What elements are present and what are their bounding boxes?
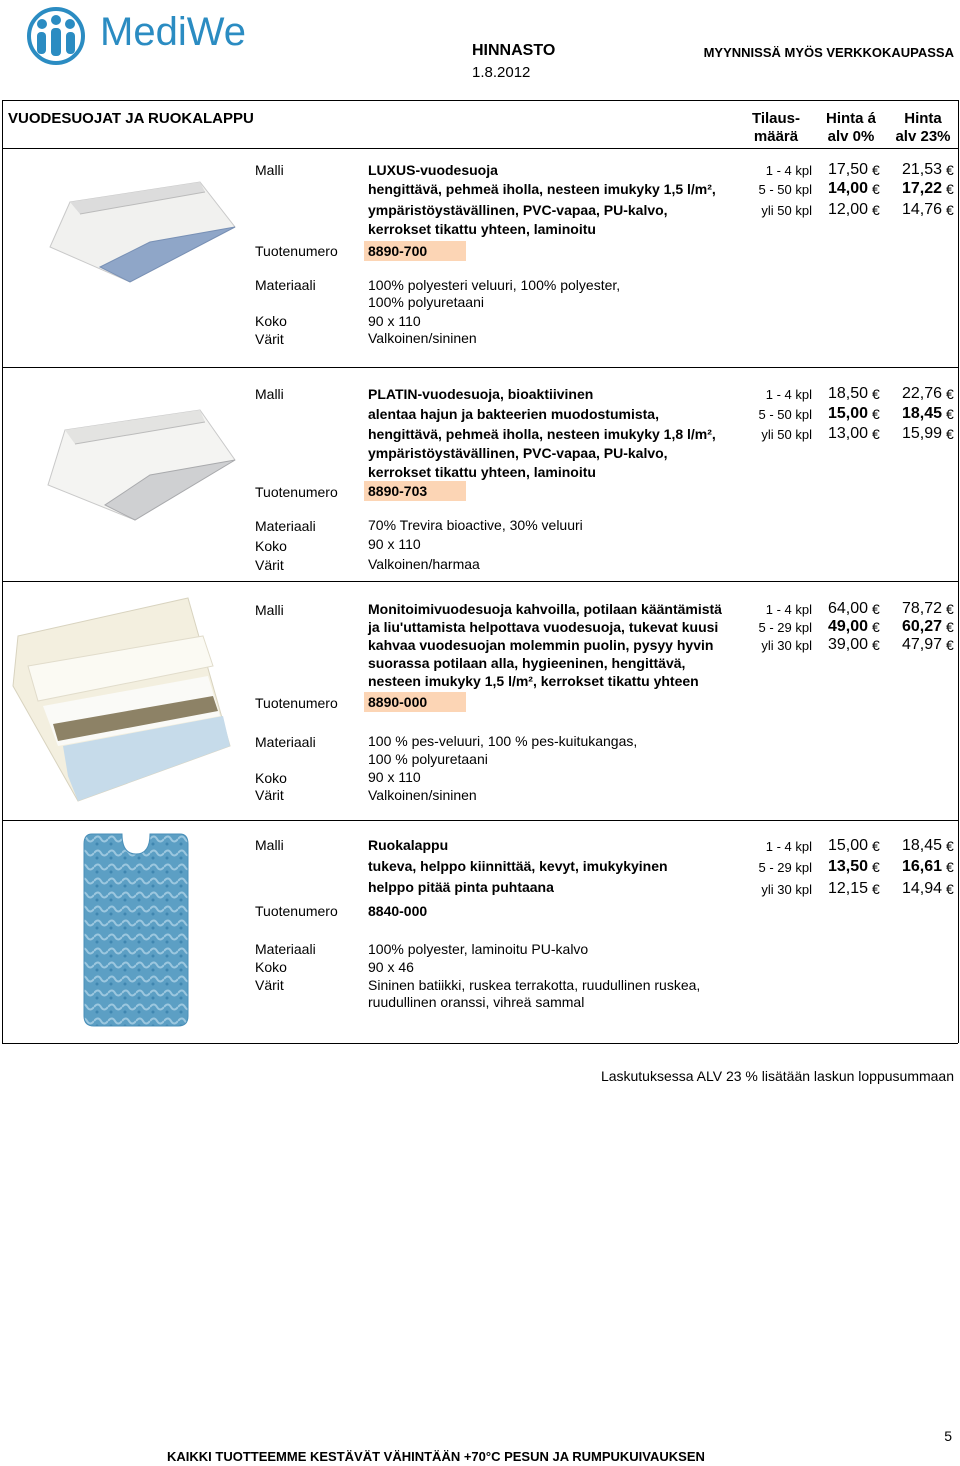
label-model: Malli xyxy=(255,386,284,402)
euro-sign: € xyxy=(872,426,880,442)
euro-sign: € xyxy=(946,406,954,422)
price-vat0: 14,00 xyxy=(827,180,868,197)
euro-sign: € xyxy=(872,859,880,875)
quantity-tier: 5 - 50 kpl xyxy=(758,182,812,197)
column-header-price-vat23: Hinta alv 23% xyxy=(895,110,951,145)
product-desc-line: kahvaa vuodesuojan molemmin puolin, pysyy hyvin xyxy=(368,637,714,653)
label-colors: Värit xyxy=(255,787,284,803)
product-image-platin-protector xyxy=(40,400,240,530)
price-vat0: 49,00 xyxy=(827,618,868,635)
quantity-tier: 5 - 29 kpl xyxy=(758,860,812,875)
product-desc-line: ympäristöystävällinen, PVC-vapaa, PU-kalvo, xyxy=(368,445,668,461)
quantity-tier: yli 50 kpl xyxy=(761,203,812,218)
material-line: 70% Trevira bioactive, 30% veluuri xyxy=(368,517,583,533)
label-size: Koko xyxy=(255,959,287,975)
footer-washing-note: KAIKKI TUOTTEEMME KESTÄVÄT VÄHINTÄÄN +70°C PESUN JA RUMPUKUIVAUKSEN xyxy=(167,1449,705,1464)
product-desc-line: alentaa hajun ja bakteerien muodostumista, xyxy=(368,406,659,422)
label-model: Malli xyxy=(255,162,284,178)
price-vat23: 22,76 xyxy=(901,385,942,402)
euro-sign: € xyxy=(872,181,880,197)
product-desc-line: ja liu'uttamista helpottava vuodesuoja, tukevat kuusi xyxy=(368,619,719,635)
product-name: PLATIN-vuodesuoja, bioaktiivinen xyxy=(368,386,594,402)
material-line: 100% polyesteri veluuri, 100% polyester, xyxy=(368,277,621,293)
price-vat23: 14,94 xyxy=(901,880,942,897)
product-code: 8890-000 xyxy=(364,692,466,712)
price-vat0: 18,50 xyxy=(827,385,868,402)
label-model: Malli xyxy=(255,602,284,618)
euro-sign: € xyxy=(872,601,880,617)
label-product-code: Tuotenumero xyxy=(255,695,338,711)
product-colors: ruudullinen oranssi, vihreä sammal xyxy=(368,994,585,1010)
price-list-date: 1.8.2012 xyxy=(472,64,531,81)
euro-sign: € xyxy=(946,881,954,897)
page-title: HINNASTO xyxy=(472,42,556,59)
product-name: Monitoimivuodesuoja kahvoilla, potilaan kääntämistä xyxy=(368,601,722,617)
euro-sign: € xyxy=(946,426,954,442)
price-vat23: 78,72 xyxy=(901,600,942,617)
section-title: VUODESUOJAT JA RUOKALAPPU xyxy=(8,110,254,127)
price-vat0: 13,00 xyxy=(827,425,868,442)
product-desc-line: ympäristöystävällinen, PVC-vapaa, PU-kalvo, xyxy=(368,202,668,218)
euro-sign: € xyxy=(872,637,880,653)
label-colors: Värit xyxy=(255,331,284,347)
product-code: 8890-700 xyxy=(364,241,466,261)
row-divider xyxy=(2,581,958,582)
label-model: Malli xyxy=(255,837,284,853)
row-divider xyxy=(2,820,958,821)
euro-sign: € xyxy=(946,601,954,617)
product-colors: Sininen batiikki, ruskea terrakotta, ruudullinen ruskea, xyxy=(368,977,701,993)
label-product-code: Tuotenumero xyxy=(255,903,338,919)
price-vat23: 16,61 xyxy=(901,858,942,875)
label-material: Materiaali xyxy=(255,941,316,957)
price-vat0: 12,00 xyxy=(827,201,868,218)
product-colors: Valkoinen/sininen xyxy=(368,787,477,803)
product-name: LUXUS-vuodesuoja xyxy=(368,162,498,178)
price-vat0: 13,50 xyxy=(827,858,868,875)
product-desc-line: suorassa potilaan alla, hygieeninen, hengittävä, xyxy=(368,655,686,671)
row-divider xyxy=(2,367,958,368)
price-vat23: 18,45 xyxy=(901,837,942,854)
quantity-tier: yli 30 kpl xyxy=(761,638,812,653)
euro-sign: € xyxy=(946,386,954,402)
material-line: 100% polyuretaani xyxy=(368,294,484,310)
product-size: 90 x 110 xyxy=(368,313,421,329)
euro-sign: € xyxy=(872,406,880,422)
label-product-code: Tuotenumero xyxy=(255,484,338,500)
label-product-code: Tuotenumero xyxy=(255,243,338,259)
price-vat23: 60,27 xyxy=(901,618,942,635)
euro-sign: € xyxy=(946,202,954,218)
euro-sign: € xyxy=(872,838,880,854)
product-desc-line: hengittävä, pehmeä iholla, nesteen imukyky 1,8 l/m², xyxy=(368,426,716,442)
webshop-note: MYYNNISSÄ MYÖS VERKKOKAUPASSA xyxy=(703,45,954,60)
quantity-tier: 5 - 50 kpl xyxy=(758,407,812,422)
price-vat23: 14,76 xyxy=(901,201,942,218)
product-desc-line: kerrokset tikattu yhteen, laminoitu xyxy=(368,221,596,237)
price-vat23: 17,22 xyxy=(901,180,942,197)
column-header-quantity: Tilaus- määrä xyxy=(751,110,801,145)
price-vat23: 15,99 xyxy=(901,425,942,442)
quantity-tier: 1 - 4 kpl xyxy=(765,602,812,617)
price-vat0: 39,00 xyxy=(827,636,868,653)
quantity-tier: 1 - 4 kpl xyxy=(765,387,812,402)
material-line: 100 % polyuretaani xyxy=(368,751,488,767)
material-line: 100% polyester, laminoitu PU-kalvo xyxy=(368,941,589,957)
price-vat23: 47,97 xyxy=(901,636,942,653)
label-colors: Värit xyxy=(255,977,284,993)
euro-sign: € xyxy=(946,859,954,875)
euro-sign: € xyxy=(872,202,880,218)
product-code: 8840-000 xyxy=(368,903,428,919)
product-desc-line: hengittävä, pehmeä iholla, nesteen imukyky 1,5 l/m², xyxy=(368,181,716,197)
euro-sign: € xyxy=(946,181,954,197)
label-size: Koko xyxy=(255,770,287,786)
quantity-tier: 1 - 4 kpl xyxy=(765,163,812,178)
product-desc-line: helppo pitää pinta puhtaana xyxy=(368,879,554,895)
euro-sign: € xyxy=(946,637,954,653)
product-name: Ruokalappu xyxy=(368,837,449,853)
brand-name: MediWe xyxy=(100,10,246,54)
column-header-price-vat0: Hinta á alv 0% xyxy=(825,110,876,145)
product-desc-line: nesteen imukyky 1,5 l/m², kerrokset tikattu yhteen xyxy=(368,673,699,689)
product-desc-line: tukeva, helppo kiinnittää, kevyt, imukykyinen xyxy=(368,858,668,874)
product-image-bib xyxy=(80,832,192,1028)
table-top-border xyxy=(2,100,958,101)
mediwe-logo xyxy=(22,6,94,66)
product-image-multipurpose-protector xyxy=(8,596,234,802)
euro-sign: € xyxy=(872,386,880,402)
euro-sign: € xyxy=(872,881,880,897)
label-material: Materiaali xyxy=(255,277,316,293)
product-image-luxus-protector xyxy=(40,172,240,292)
euro-sign: € xyxy=(946,619,954,635)
label-colors: Värit xyxy=(255,557,284,573)
euro-sign: € xyxy=(946,838,954,854)
product-size: 90 x 46 xyxy=(368,959,414,975)
table-bottom-border xyxy=(2,1043,958,1044)
price-vat0: 15,00 xyxy=(827,405,868,422)
product-code: 8890-703 xyxy=(364,481,466,501)
product-desc-line: kerrokset tikattu yhteen, laminoitu xyxy=(368,464,596,480)
material-line: 100 % pes-veluuri, 100 % pes-kuitukangas, xyxy=(368,733,638,749)
product-size: 90 x 110 xyxy=(368,536,421,552)
quantity-tier: 5 - 29 kpl xyxy=(758,620,812,635)
price-vat0: 15,00 xyxy=(827,837,868,854)
euro-sign: € xyxy=(872,619,880,635)
euro-sign: € xyxy=(946,162,954,178)
quantity-tier: yli 50 kpl xyxy=(761,427,812,442)
label-size: Koko xyxy=(255,313,287,329)
price-vat0: 64,00 xyxy=(827,600,868,617)
euro-sign: € xyxy=(872,162,880,178)
vat-note: Laskutuksessa ALV 23 % lisätään laskun loppusummaan xyxy=(600,1068,954,1084)
label-material: Materiaali xyxy=(255,734,316,750)
product-colors: Valkoinen/harmaa xyxy=(368,556,480,572)
page-number: 5 xyxy=(944,1428,952,1444)
table-left-border xyxy=(2,100,3,1043)
product-colors: Valkoinen/sininen xyxy=(368,330,477,346)
label-material: Materiaali xyxy=(255,518,316,534)
price-vat23: 18,45 xyxy=(901,405,942,422)
price-vat0: 12,15 xyxy=(827,880,868,897)
product-size: 90 x 110 xyxy=(368,769,421,785)
table-header-border xyxy=(2,148,958,149)
quantity-tier: yli 30 kpl xyxy=(761,882,812,897)
price-vat23: 21,53 xyxy=(901,161,942,178)
table-right-border xyxy=(958,100,959,1043)
quantity-tier: 1 - 4 kpl xyxy=(765,839,812,854)
price-vat0: 17,50 xyxy=(827,161,868,178)
label-size: Koko xyxy=(255,538,287,554)
